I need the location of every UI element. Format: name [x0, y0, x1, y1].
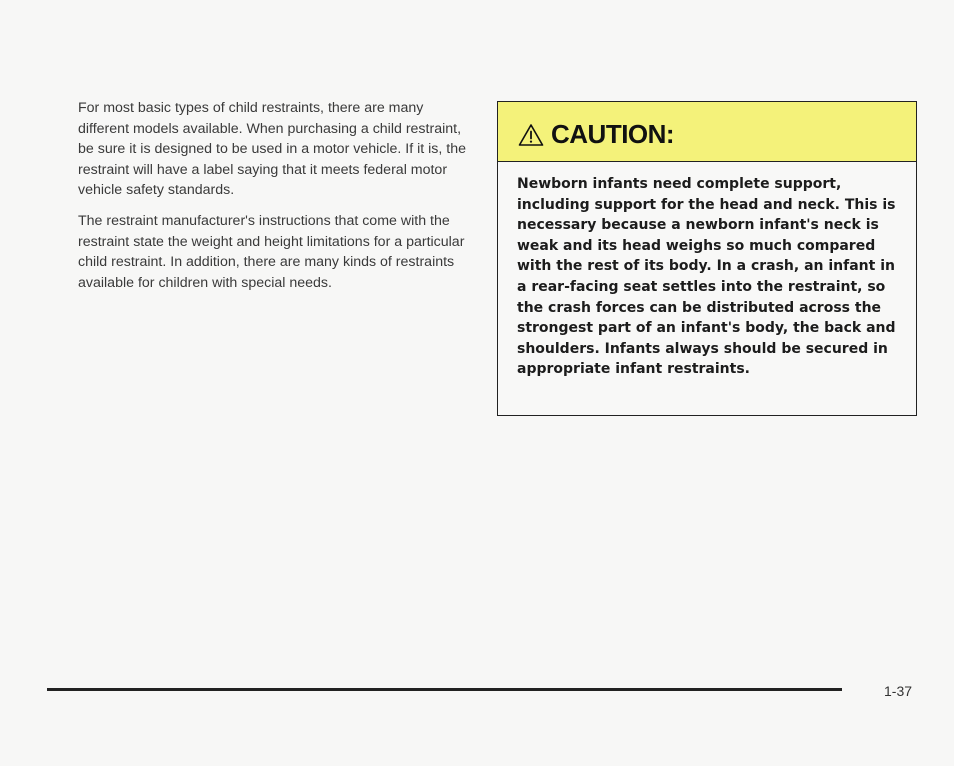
body-text-column	[78, 98, 470, 303]
paragraph-child-restraint-models: For most basic types of child restraints, there are many different models available. When purchasing a child restraint, be sure it is designed to be used in a motor vehicle. If it is, the restraint will have a label saying that it meets federal motor vehicle safety standards.	[78, 100, 467, 199]
footer-rule	[47, 688, 842, 691]
paragraph-manufacturer-instructions: The restraint manufacturer's instructions that come with the restraint state the weight and height limitations for a particular child restraint. In addition, there are many kinds of restraints available for children with special needs.	[78, 212, 465, 291]
caution-box	[497, 101, 917, 416]
caution-header	[498, 102, 916, 162]
caution-text: Newborn infants need complete support, including support for the head and neck. This is necessary because a newborn infant's neck is weak and its head weighs so much compared with the rest of its body. In a crash, an infant in a rear-facing seat settles into the restraint, so the crash forces can be distributed across the strongest part of an infant's body, the back and shoulders. Infants always should be secured in appropriate infant restraints.	[517, 176, 896, 378]
caution-title: CAUTION:	[551, 119, 675, 149]
page-number: 1-37	[884, 683, 913, 699]
warning-triangle-icon	[518, 123, 544, 147]
